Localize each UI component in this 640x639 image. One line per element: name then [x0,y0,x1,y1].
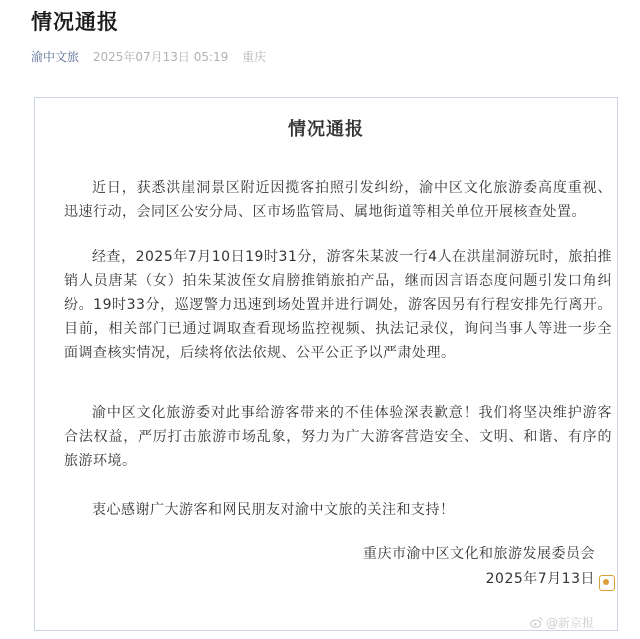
notice-paragraph-2: 经查，2025年7月10日19时31分，游客朱某波一行4人在洪崖洞游玩时，旅拍推销人员唐某（女）拍朱某波侄女肩膀推销旅拍产品，继而因言语态度问题引发口角纠纷。19时33分，巡逻警力迅速到场处置并进行调处，游客因另有行程安排先行离开。目前，相关部门已通过调取查看现场监控视频、执法记录仪，询问当事人等进一步全面调查核实情况，后续将依法依规、公平公正予以严肃处理。 [64,249,612,361]
notice-title: 情况通报 [288,119,364,140]
notice-paragraph-1: 近日，获悉洪崖洞景区附近因揽客拍照引发纠纷，渝中区文化旅游委高度重视、迅速行动，会同区公安分局、区市场监管局、属地街道等相关单位开展核查处置。 [64,180,612,220]
image-corner-icon [599,575,615,591]
watermark-text: @新京报 [546,616,595,630]
author-link[interactable]: 渝中文旅 [31,50,80,64]
publish-date: 2025年07月13日 05:19 [92,50,229,64]
notice-image [34,97,618,631]
signature-date: 2025年7月13日 [485,571,595,587]
signature-organization: 重庆市渝中区文化和旅游发展委员会 [363,546,595,562]
watermark [530,614,594,631]
publish-location: 重庆 [242,50,267,64]
notice-paragraph-3: 渝中区文化旅游委对此事给游客带来的不佳体验深表歉意！我们将坚决维护游客合法权益，严厉打击旅游市场乱象，努力为广大游客营造安全、文明、和谐、有序的旅游环境。 [64,405,612,469]
notice-paragraph-4: 衷心感谢广大游客和网民朋友对渝中文旅的关注和支持！ [92,502,455,518]
page-title: 情况通报 [31,10,119,34]
article-meta [31,48,266,65]
weibo-icon [530,616,543,629]
